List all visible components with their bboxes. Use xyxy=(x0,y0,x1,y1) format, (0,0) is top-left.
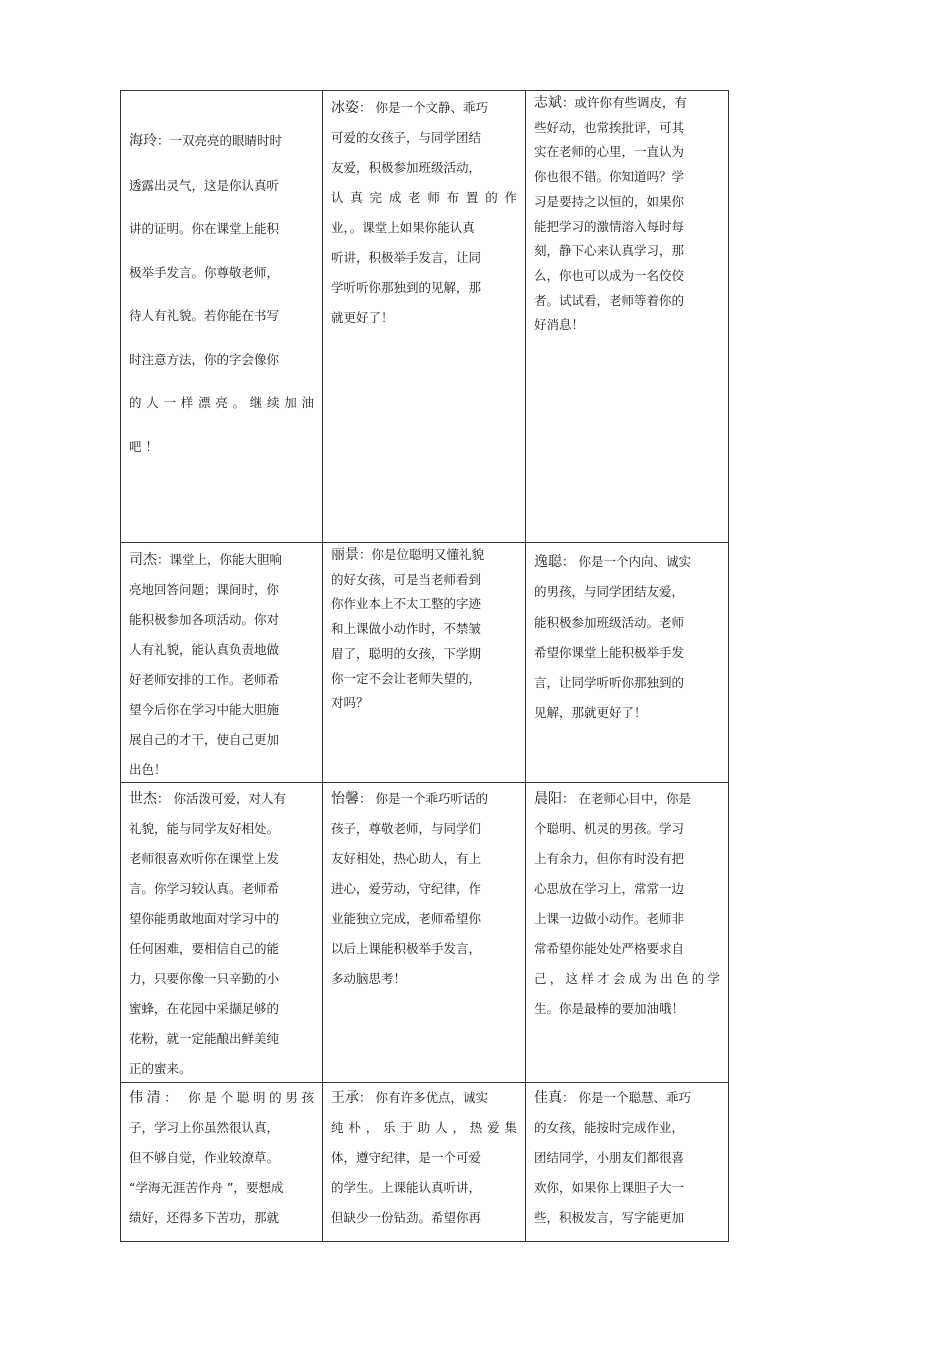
comment-line: 实在老师的心里，一直认为 xyxy=(534,144,685,160)
comment-line: ： 你是一个乖巧听话的 xyxy=(359,791,488,806)
student-name: 志斌 xyxy=(534,95,562,111)
comment-line: 正的蜜来。 xyxy=(129,1061,192,1076)
comment-line: 以后上课能积极举手发言， xyxy=(331,941,482,956)
comment-line: 能积极参加班级活动。老师 xyxy=(534,614,685,630)
comment-line: 认真完成老师布置的作 xyxy=(331,190,517,205)
student-name: 逸聪 xyxy=(534,554,562,570)
student-name: 晨阳 xyxy=(534,791,562,807)
student-name: 丽景 xyxy=(331,547,359,563)
comment-line: 绩好，还得多下苦功，那就 xyxy=(129,1210,280,1225)
comment-line: 习是要持之以恒的，如果你 xyxy=(534,193,685,209)
comment-line: 的男孩，与同学团结友爱， xyxy=(534,584,685,600)
comment-line: 的女孩，能按时完成作业， xyxy=(534,1120,685,1135)
comment-table xyxy=(120,90,729,1242)
student-name: 王承 xyxy=(331,1090,359,1106)
comment-line: 就更好了！ xyxy=(331,310,394,325)
comment-line: 言。你学习较认真。老师希 xyxy=(129,881,280,896)
comment-line: 礼貌，能与同学友好相处。 xyxy=(129,821,280,836)
comment-line: ： 你是个聪明的男孩 xyxy=(164,1090,314,1105)
comment-line: 上课一边做小动作。老师非 xyxy=(534,911,685,926)
comment-line: ： 你是一个聪慧、乖巧 xyxy=(562,1090,691,1105)
comment-line: 待人有礼貌。若你能在书写 xyxy=(129,308,280,323)
comment-line: 业，。课堂上如果你能认真 xyxy=(331,220,475,235)
comment-line: 人有礼貌，能认真负责地做 xyxy=(129,642,280,657)
table-cell xyxy=(323,783,526,1083)
comment-line: 你也很不错。你知道吗？学 xyxy=(534,169,685,185)
comment-line: 上有余力，但你有时没有把 xyxy=(534,851,685,866)
table-cell xyxy=(526,1083,729,1242)
student-name: 怡馨 xyxy=(331,791,359,807)
comment-line: 多动脑思考！ xyxy=(331,971,407,986)
comment-line: 己，这样才会成为出色的学 xyxy=(534,971,720,986)
comment-line: 个聪明、机灵的男孩。学习 xyxy=(534,821,685,836)
comment-line: 吧 ！ xyxy=(129,438,158,454)
comment-line: ： 你有许多优点，诚实 xyxy=(359,1090,488,1105)
comment-line: 亮地回答问题；课间时，你 xyxy=(129,582,280,597)
comment-line: “学海无涯苦作舟 ”，要想成 xyxy=(129,1180,284,1195)
comment-line: 透露出灵气，这是你认真听 xyxy=(129,177,280,193)
comment-line: 生。你是最棒的要加油哦！ xyxy=(534,1001,685,1016)
comment-line: ：课堂上，你能大胆响 xyxy=(157,552,283,567)
comment-line: ：或许你有些调皮，有 xyxy=(562,95,688,110)
comment-line: 但缺少一份钻劲。希望你再 xyxy=(331,1210,482,1225)
comment-line: 言，让同学听听你那独到的 xyxy=(534,675,685,691)
comment-line: 好消息！ xyxy=(534,317,585,333)
comment-line: 么，你也可以成为一名佼佼 xyxy=(534,267,685,283)
student-name: 世杰 xyxy=(129,791,157,807)
comment-line: 任何困难，要相信自己的能 xyxy=(129,941,280,956)
comment-line: 蜜蜂，在花园中采撷足够的 xyxy=(129,1001,280,1016)
comment-line: 友好相处，热心助人，有上 xyxy=(331,851,482,866)
table-cell xyxy=(121,543,323,783)
comment-line: ：你是位聪明又懂礼貌 xyxy=(359,547,485,562)
table-cell xyxy=(121,783,323,1083)
table-cell xyxy=(323,91,526,543)
comment-line: 常希望你能处处严格要求自 xyxy=(534,941,685,956)
comment-line: 的人一样漂亮。继续加油 xyxy=(129,395,314,410)
table-cell xyxy=(323,543,526,783)
comment-line: 可爱的女孩子，与同学团结 xyxy=(331,130,482,145)
comment-line: 进心，爱劳动，守纪律，作 xyxy=(331,881,482,896)
student-name: 冰姿 xyxy=(331,100,359,116)
comment-line: 者。试试看，老师等着你的 xyxy=(534,292,685,308)
comment-line: 欢你，如果你上课胆子大一 xyxy=(534,1180,685,1195)
comment-line: 纯朴，乐于助人，热爱集 xyxy=(331,1120,517,1135)
comment-line: 对吗？ xyxy=(331,695,369,711)
table-cell xyxy=(526,543,729,783)
comment-line: 你一定不会让老师失望的， xyxy=(331,670,482,686)
table-cell xyxy=(526,783,729,1083)
comment-line: 讲的证明。你在课堂上能积 xyxy=(129,221,280,236)
comment-line: 业能独立完成，老师希望你 xyxy=(331,911,482,926)
comment-line: 眉了，聪明的女孩，下学期 xyxy=(331,645,482,661)
comment-line: 但不够自觉，作业较潦草。 xyxy=(129,1150,280,1165)
comment-line: ： 在老师心目中，你是 xyxy=(562,791,691,806)
comment-line: 出色！ xyxy=(129,762,167,777)
comment-line: 极举手发言。你尊敬老师， xyxy=(129,264,280,280)
student-name: 海玲 xyxy=(129,133,157,149)
comment-line: ： 你是一个内向、诚实 xyxy=(562,554,691,569)
comment-line: ： 你活泼可爱，对人有 xyxy=(157,791,286,806)
comment-line: 展自己的才干，使自己更加 xyxy=(129,732,280,747)
comment-line: 好老师安排的工作。老师希 xyxy=(129,672,280,687)
comment-line: 老师很喜欢听你在课堂上发 xyxy=(129,851,280,866)
student-name: 佳真 xyxy=(534,1090,562,1106)
comment-line: 孩子，尊敬老师，与同学们 xyxy=(331,821,482,836)
comment-line: 和上课做小动作时，不禁皱 xyxy=(331,621,482,637)
comment-line: 体，遵守纪律，是一个可爱 xyxy=(331,1150,482,1165)
comment-line: 听讲，积极举手发言，让同 xyxy=(331,250,482,265)
comment-line: 望今后你在学习中能大胆施 xyxy=(129,702,280,717)
comment-line: 的好女孩，可是当老师看到 xyxy=(331,571,482,587)
comment-line: 能积极参加各项活动。你对 xyxy=(129,612,280,627)
table-cell xyxy=(121,91,323,543)
comment-line: 心思放在学习上，常常一边 xyxy=(534,881,685,896)
comment-line: 希望你课堂上能积极举手发 xyxy=(534,644,685,660)
comment-line: 能把学习的激情溶入每时每 xyxy=(534,218,685,234)
comment-line: 友爱，积极参加班级活动， xyxy=(331,160,482,175)
comment-line: 花粉，就一定能酿出鲜美纯 xyxy=(129,1031,280,1046)
comment-line: ： 你是一个文静、乖巧 xyxy=(359,100,488,115)
comment-line: 子，学习上你虽然很认真， xyxy=(129,1120,280,1135)
comment-line: 学听听你那独到的见解，那 xyxy=(331,280,482,295)
comment-line: 望你能勇敢地面对学习中的 xyxy=(129,911,280,926)
student-name: 司杰 xyxy=(129,552,157,568)
table-cell xyxy=(323,1083,526,1242)
comment-line: 见解，那就更好了！ xyxy=(534,705,647,721)
table-cell xyxy=(121,1083,323,1242)
comment-line: 的学生。上课能认真听讲， xyxy=(331,1180,482,1195)
comment-line: 力，只要你像一只辛勤的小 xyxy=(129,971,280,986)
comment-line: 团结同学，小朋友们都很喜 xyxy=(534,1150,685,1165)
comment-line: 些好动，也常挨批评，可其 xyxy=(534,119,685,135)
comment-line: ：一双亮亮的眼睛时时 xyxy=(157,133,283,148)
table-cell xyxy=(526,91,729,543)
student-name: 伟清 xyxy=(129,1090,165,1106)
comment-line: 刻，静下心来认真学习，那 xyxy=(534,243,685,259)
comment-line: 时注意方法，你的字会像你 xyxy=(129,351,280,367)
comment-line: 你作业本上不太工整的字迹 xyxy=(331,596,482,612)
comment-line: 些，积极发言，写字能更加 xyxy=(534,1210,685,1225)
